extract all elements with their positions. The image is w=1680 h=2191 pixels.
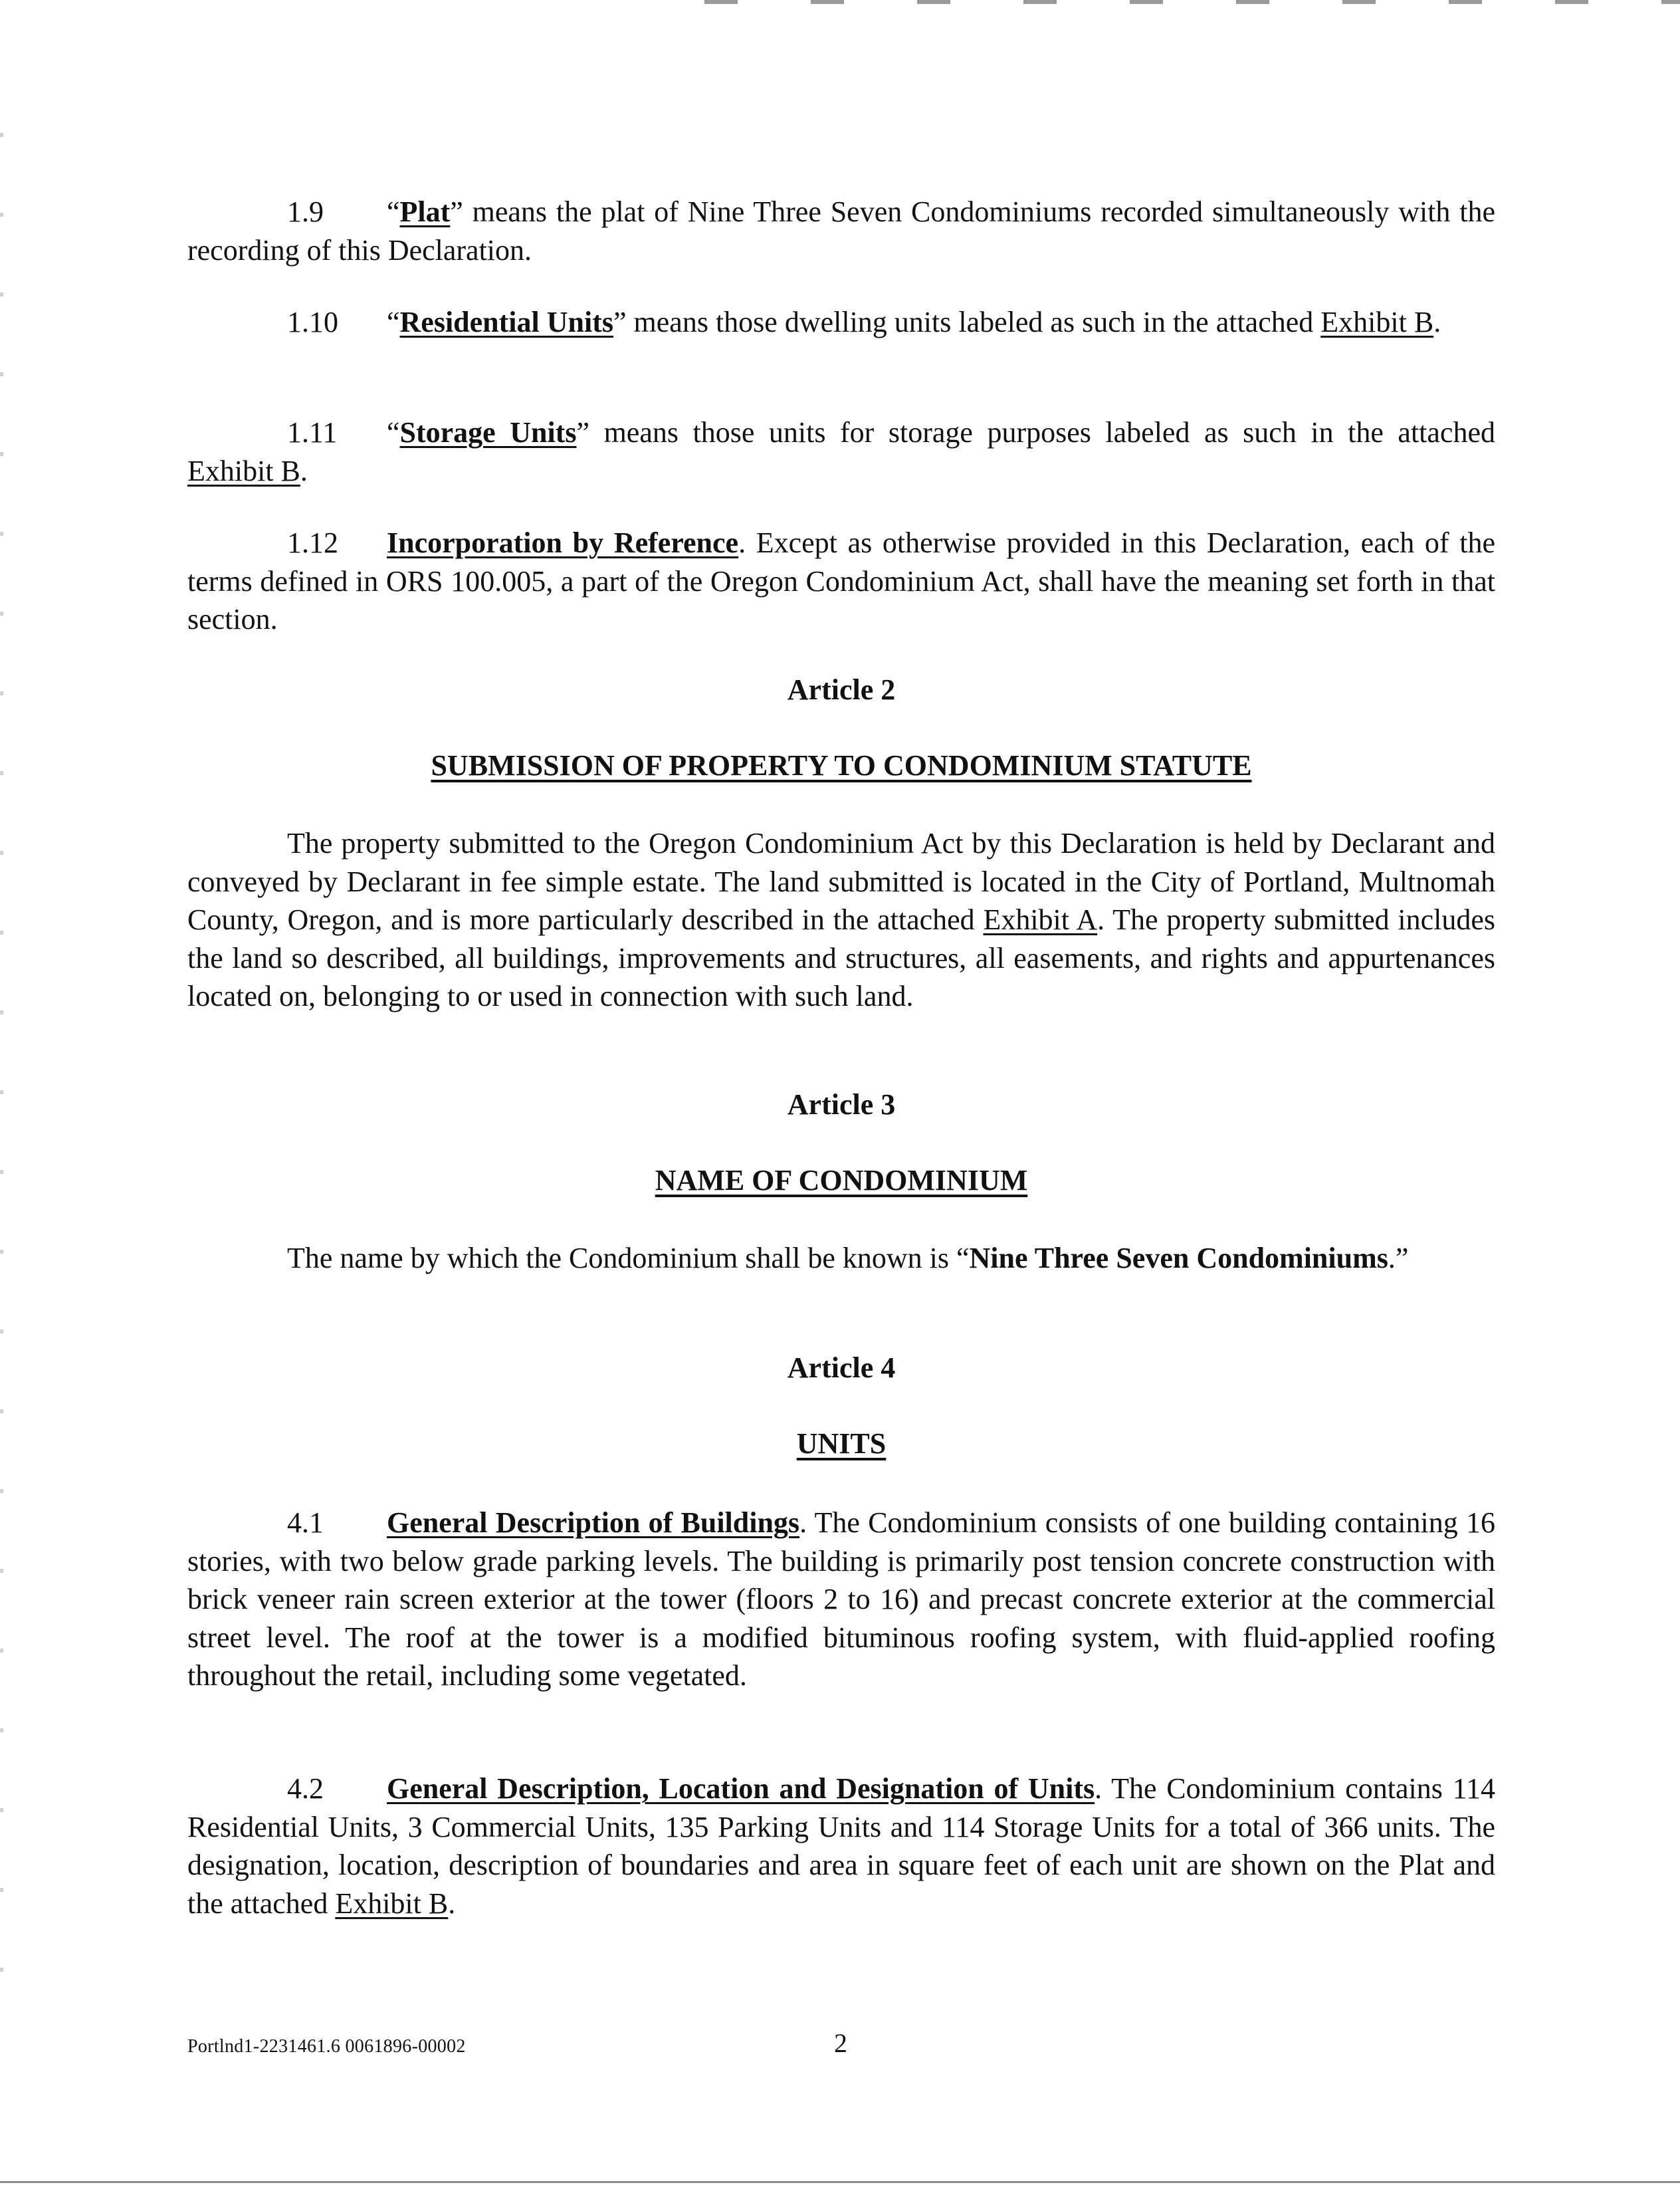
section-heading: General Description of Buildings: [387, 1506, 800, 1539]
section-1-11: 1.11 “Storage Units” means those units for storage purposes labeled as such in the attached Exhibit B.: [187, 416, 1495, 487]
section-4-1: 4.1 General Description of Buildings. The Condominium consists of one building containing 16 stories, with two below grade parking levels. The building is primarily post tension concrete construction with brick veneer rain screen exterior at the tower (floors 2 to 16) and precast concrete exterior at the commercial street level. The roof at the tower is a modified bituminous roofing system, with fluid-applied roofing throughout the retail, including some vegetated.: [187, 1506, 1496, 1692]
scan-bottom-edge: [0, 2181, 1680, 2183]
article-2-label: Article 2: [787, 673, 896, 706]
page-number: 2: [834, 2028, 847, 2058]
article-3-body: The name by which the Condominium shall be known is “Nine Three Seven Condominiums.”: [287, 1242, 1409, 1274]
article-2-body: The property submitted to the Oregon Condominium Act by this Declaration is held by Declarant and conveyed by Declarant in fee simple estate. The land submitted is located in the City of Portland, Multnomah County, Oregon, and is more particularly described in the attached Exhibit A. The property submitted includes the land so described, all buildings, improvements and structures, all easements, and rights and appurtenances located on, belonging to or used in connection with such land.: [187, 827, 1495, 1012]
scan-top-marks: [665, 0, 1680, 4]
exhibit-reference: Exhibit B: [335, 1887, 449, 1920]
condominium-name: Nine Three Seven Condominiums: [969, 1242, 1388, 1274]
section-1-10: 1.10 “Residential Units” means those dwelling units labeled as such in the attached Exhibit B.: [287, 306, 1441, 338]
section-4-2: 4.2 General Description, Location and Designation of Units. The Condominium contains 114 Residential Units, 3 Commercial Units, 135 Parking Units and 114 Storage Units for a total of 366 units. The designation, location, description of boundaries and area in square feet of each unit are shown on the Plat and the attached Exhibit B.: [187, 1772, 1496, 1920]
article-3-title: NAME OF CONDOMINIUM: [655, 1164, 1028, 1197]
defined-term: Plat: [399, 195, 451, 228]
scan-edge-artifact: [0, 106, 3, 2034]
section-heading: Incorporation by Reference: [387, 526, 739, 559]
section-heading: General Description, Location and Designation of Units: [387, 1772, 1095, 1805]
section-1-9: 1.9 “Plat” means the plat of Nine Three Seven Condominiums recorded simultaneously with the recording of this Declaration.: [187, 195, 1495, 267]
article-3-label: Article 3: [787, 1088, 896, 1121]
article-4-label: Article 4: [787, 1351, 896, 1384]
article-2-title: SUBMISSION OF PROPERTY TO CONDOMINIUM STATUTE: [431, 749, 1252, 782]
defined-term: Residential Units: [399, 306, 614, 338]
article-4-title: UNITS: [796, 1427, 887, 1460]
defined-term: Storage Units: [399, 416, 577, 449]
document-id: Portlnd1-2231461.6 0061896-00002: [187, 2036, 466, 2057]
section-1-12: 1.12 Incorporation by Reference. Except as otherwise provided in this Declaration, each of the terms defined in ORS 100.005, a part of the Oregon Condominium Act, shall have the meaning set forth in that section.: [187, 526, 1495, 635]
exhibit-reference: Exhibit B: [1320, 306, 1434, 338]
exhibit-reference: Exhibit A: [983, 903, 1098, 936]
exhibit-reference: Exhibit B: [187, 454, 300, 487]
